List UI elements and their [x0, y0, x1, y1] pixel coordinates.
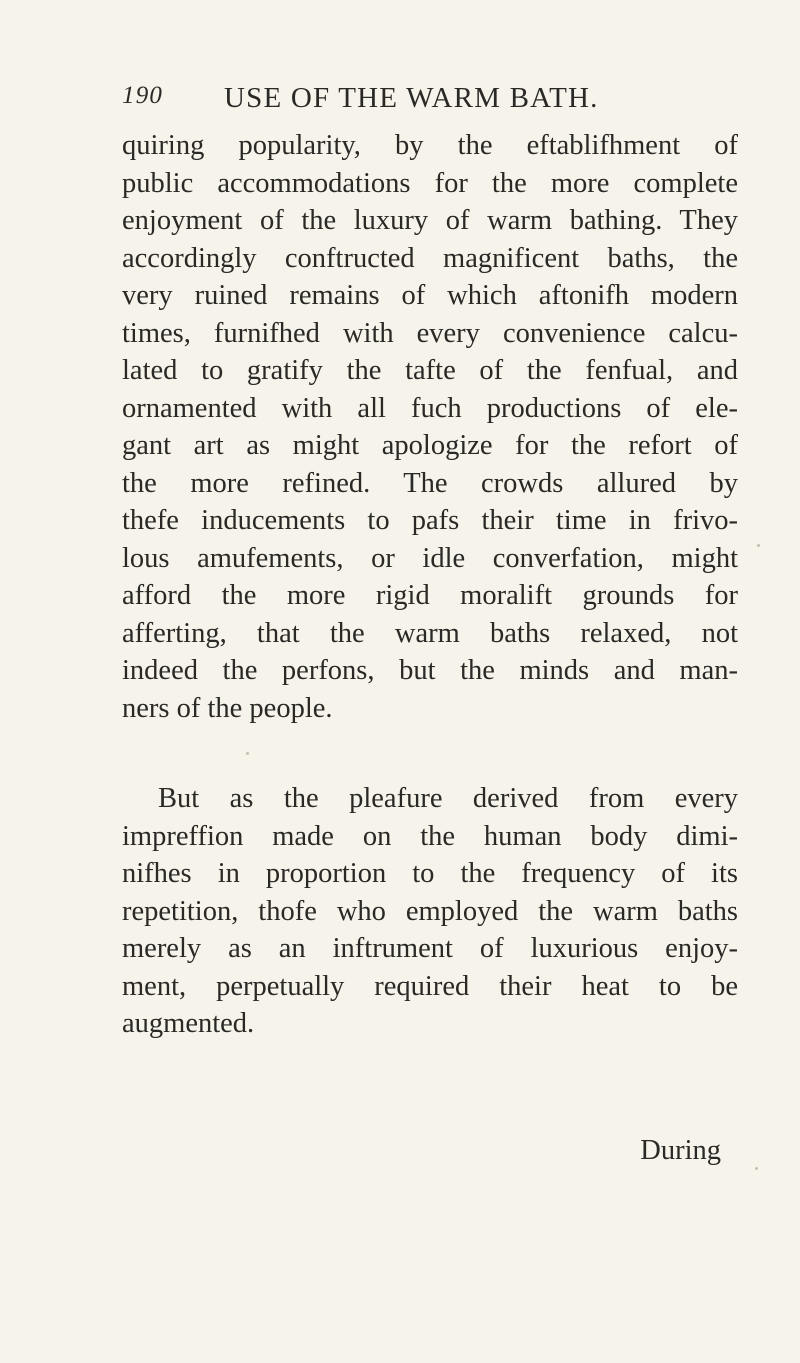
text-line: public accommodations for the more complete	[122, 167, 738, 199]
paper-speck	[757, 544, 760, 547]
paragraph-2	[122, 780, 738, 1043]
text-line: gant art as might apologize for the refort of	[122, 430, 738, 461]
text-line: But as the pleafure derived from every	[158, 783, 738, 814]
text-line: nifhes in proportion to the frequency of its	[122, 858, 738, 889]
text-line: quiring popularity, by the eftablifhment of	[122, 130, 738, 161]
text-line: indeed the perfons, but the minds and man-	[122, 655, 738, 686]
text-line: merely as an inftrument of luxurious enjoy-	[122, 933, 738, 964]
text-line: augmented.	[122, 1008, 255, 1039]
paragraph-1	[122, 127, 738, 727]
page-number: 190	[122, 82, 164, 109]
text-line: afferting, that the warm baths relaxed, not	[122, 617, 738, 649]
text-line: accordingly conftructed magnificent baths, the	[122, 242, 738, 274]
text-line: repetition, thofe who employed the warm baths	[122, 895, 738, 927]
running-title: USE OF THE WARM BATH.	[224, 82, 599, 114]
text-line: lated to gratify the tafte of the fenfual, and	[122, 355, 738, 386]
text-line: thefe inducements to pafs their time in frivo-	[122, 505, 738, 536]
text-line: impreffion made on the human body dimi-	[122, 820, 738, 852]
text-line: very ruined remains of which aftonifh modern	[122, 280, 738, 311]
running-header	[122, 82, 740, 122]
text-line: enjoyment of the luxury of warm bathing. They	[122, 205, 738, 236]
text-line: the more refined. The crowds allured by	[122, 467, 738, 499]
text-line: times, furnifhed with every convenience calcu-	[122, 317, 738, 349]
paper-speck	[246, 752, 249, 755]
text-line: afford the more rigid moralift grounds for	[122, 580, 738, 611]
paper-speck	[755, 1167, 758, 1170]
catchword: During	[640, 1135, 721, 1166]
text-line: ners of the people.	[122, 692, 333, 724]
text-line: lous amufements, or idle converfation, might	[122, 542, 738, 574]
text-line: ornamented with all fuch productions of ele-	[122, 392, 738, 424]
text-line: ment, perpetually required their heat to be	[122, 970, 738, 1002]
